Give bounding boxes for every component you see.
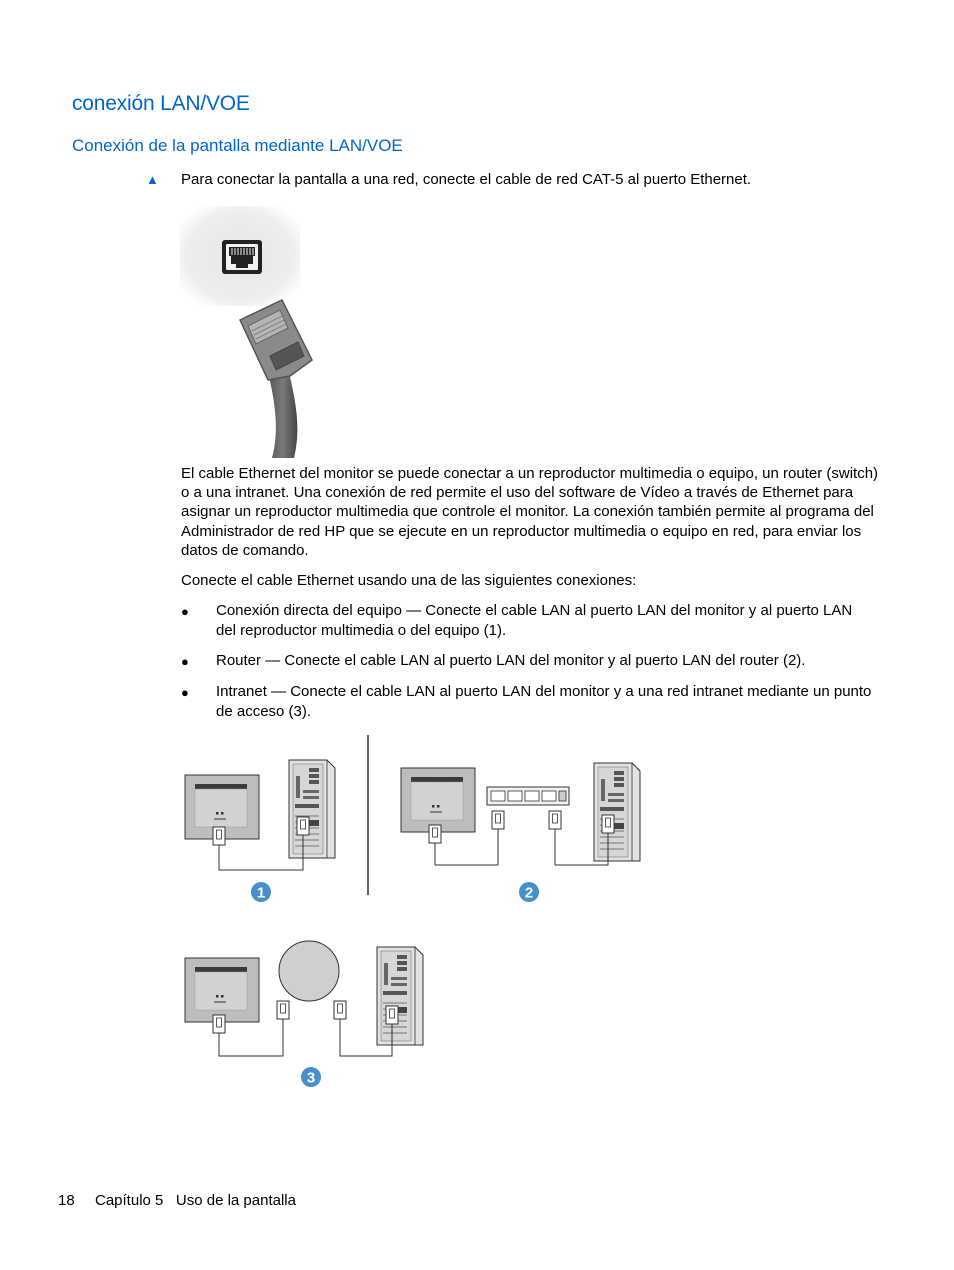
computer-tower-icon <box>377 947 423 1045</box>
paragraph-intro-connections: Conecte el cable Ethernet usando una de las siguientes conexiones: <box>181 572 637 589</box>
bullet-marker: ● <box>181 654 189 669</box>
paragraph-description: El cable Ethernet del monitor se puede conectar a un reproductor multimedia o equipo, un router (switch) o a una intranet. Una conexión de red permite el uso del software de Vídeo a través de Ethernet para asignar un reproductor multimedia que controle el monitor. La conexión también permite al programa del Administrador de red HP que se ejecute en un reproductor multimedia o equipo en red, para enviar los datos de comando. <box>181 465 879 559</box>
access-point-icon <box>279 941 339 1001</box>
rj45-plug-icon <box>240 300 312 458</box>
plug-icon <box>213 827 225 845</box>
ethernet-cable-illustration <box>176 200 326 460</box>
lan-port-label: LAN <box>217 971 227 976</box>
svg-text:3: 3 <box>306 1069 316 1087</box>
plug-icon <box>492 811 504 829</box>
connection-diagrams <box>0 725 954 1095</box>
computer-tower-icon <box>289 760 335 858</box>
section-title: Conexión de la pantalla mediante LAN/VOE <box>72 136 403 155</box>
diagram-direct-connection <box>185 735 368 895</box>
chapter-footer: Capítulo 5 Uso de la pantalla <box>95 1192 296 1209</box>
plug-icon <box>297 817 309 835</box>
svg-text:2: 2 <box>524 884 534 902</box>
svg-text:1: 1 <box>256 884 266 902</box>
bullet-item-intranet: Intranet — Conecte el cable LAN al puerto LAN del monitor y a una red intranet mediante un punto de acceso (3). <box>216 683 872 720</box>
computer-tower-icon <box>594 763 640 861</box>
callout-2-icon <box>519 882 539 902</box>
lan-port-label: LAN <box>217 788 227 793</box>
monitor-icon <box>401 768 475 832</box>
step-marker-icon: ▲ <box>146 172 159 187</box>
plug-icon <box>602 815 614 833</box>
bullet-item-direct: Conexión directa del equipo — Conecte el cable LAN al puerto LAN del monitor y al puerto LAN del reproductor multimedia o del equipo (1). <box>216 602 853 639</box>
step-text: Para conectar la pantalla a una red, conecte el cable de red CAT-5 al puerto Ethernet. <box>181 171 752 188</box>
diagram-router-connection <box>401 763 640 865</box>
page-title: conexión LAN/VOE <box>72 92 250 115</box>
plug-icon <box>277 1001 289 1019</box>
plug-icon <box>213 1015 225 1033</box>
plug-icon <box>334 1001 346 1019</box>
ethernet-port-icon <box>222 240 262 274</box>
bullet-marker: ● <box>181 685 189 700</box>
diagram-intranet-connection <box>185 941 423 1056</box>
plug-icon <box>429 825 441 843</box>
callout-3-icon <box>301 1067 321 1087</box>
router-icon <box>487 787 569 805</box>
plug-icon <box>549 811 561 829</box>
bullet-marker: ● <box>181 604 189 619</box>
bullet-item-router: Router — Conecte el cable LAN al puerto LAN del monitor y al puerto LAN del router (2). <box>216 652 806 669</box>
callout-1-icon <box>251 882 271 902</box>
page-number: 18 <box>58 1192 75 1209</box>
plug-icon <box>386 1006 398 1024</box>
monitor-icon <box>185 958 259 1022</box>
lan-port-label: LAN <box>433 781 443 786</box>
